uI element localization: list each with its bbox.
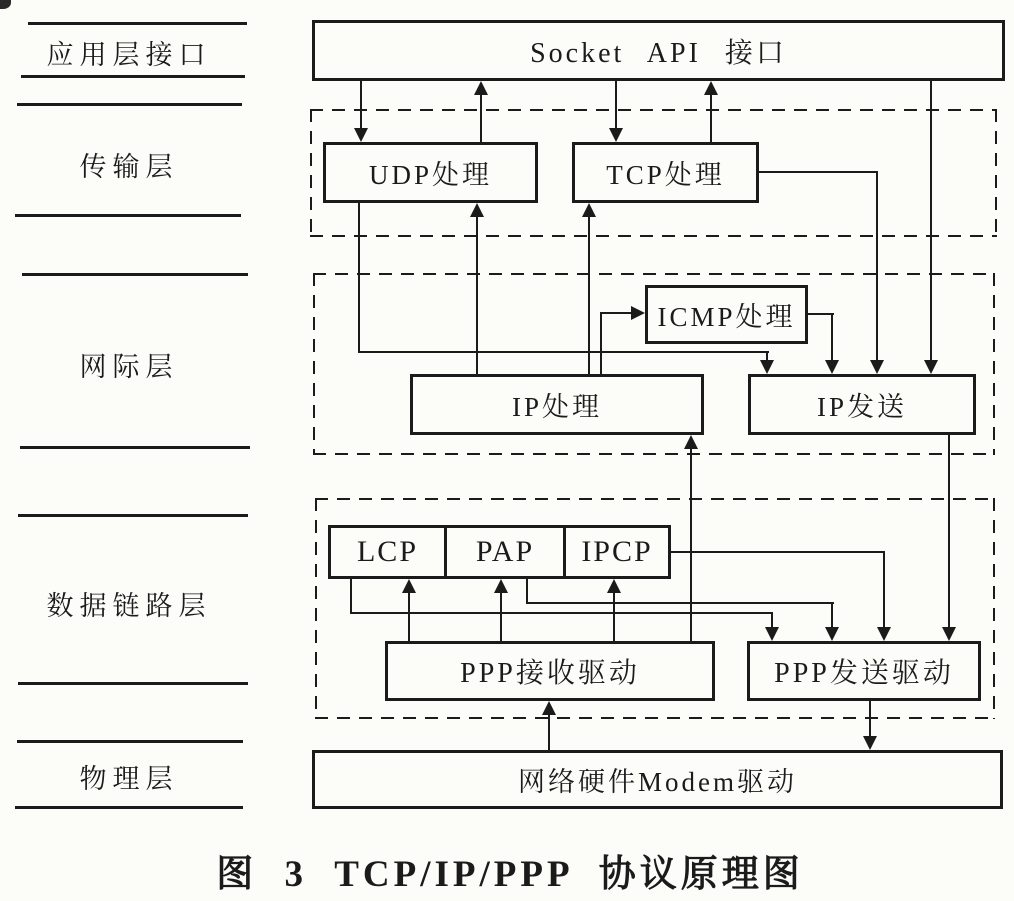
ppprecv-to-pap-arrowhead [494,579,508,593]
node-ppp-send-driver-label: PPP发送驱动 [774,658,954,689]
node-icmp-label: ICMP处理 [657,302,796,332]
node-ipcp-label: IPCP [581,535,653,568]
connector-tcp-to-ipsend [758,171,878,173]
connector-udp-to-ipsend [358,202,360,353]
layer-divider [18,682,248,685]
node-pap-label: PAP [475,535,535,568]
connector-ipcp-to-pppsend [883,551,885,629]
layer-divider [22,273,248,276]
connector-ppprecv-to-lcp [408,593,410,641]
node-icmp [645,285,808,344]
node-socket-api-label: Socket API 接口 [530,37,787,69]
connector-pap-to-pppsend [526,578,528,604]
connector-socket-to-tcp [615,81,617,131]
connector-ppprecv-to-ipcp [613,593,615,641]
layer-divider [21,75,245,78]
layer-divider [17,740,243,743]
udp-to-ipsend-arrowhead [760,360,774,374]
ppprecv-to-ipprocess-arrowhead [684,435,698,449]
node-lcp-label: LCP [356,535,419,568]
node-udp-label: UDP处理 [368,160,492,190]
pppsend-to-modem-arrowhead [863,736,877,750]
node-ipcp [563,528,668,576]
node-ip-send [748,374,976,435]
connector-pap-to-pppsend [526,602,834,604]
layer-divider [15,214,241,217]
connector-udp-to-socket [480,94,482,142]
node-ppp-control-row [328,525,671,579]
layer-divider [18,514,248,517]
layer-divider [20,446,250,449]
tcp-to-ipsend-arrowhead [870,360,884,374]
ipcp-to-pppsend-arrowhead [877,627,891,641]
node-socket-api [312,20,1005,81]
node-modem-driver [312,750,1003,809]
connector-lcp-to-pppsend [350,578,352,614]
ipprocess-to-icmp-arrowhead [631,306,645,320]
node-ip-process [410,374,704,435]
connector-ipsend-to-pppsend [948,435,950,628]
lcp-to-pppsend-arrowhead [765,627,779,641]
pap-to-pppsend-arrowhead [825,627,839,641]
socket-to-tcp-arrowhead [609,128,623,142]
connector-ipcp-to-pppsend [670,551,885,553]
node-ppp-send-driver [747,641,981,701]
node-ppp-receive-driver [385,641,715,701]
socket-to-ipsend-arrowhead [924,360,938,374]
layer-divider [28,22,247,25]
node-ip-send-label: IP发送 [816,392,907,422]
node-tcp [572,142,759,203]
tcp-to-socket-arrowhead [704,81,718,95]
layer-label-internet: 网际层 [79,352,179,382]
connector-pppsend-to-modem [869,701,871,737]
layer-label-application: 应用层接口 [46,40,212,70]
connector-ipprocess-to-icmp [600,312,602,374]
connector-udp-to-ipsend [358,351,769,353]
node-udp [323,142,538,203]
connector-socket-to-ipsend [930,81,932,362]
node-ppp-receive-driver-label: PPP接收驱动 [460,658,640,689]
node-pap [444,528,563,576]
modem-to-ppprecv-arrowhead [542,701,556,715]
connector-lcp-to-pppsend [350,612,773,614]
connector-socket-to-udp [360,81,362,131]
scan-artifact [0,0,11,9]
node-lcp [331,528,444,576]
connector-pap-to-pppsend [831,602,833,629]
connector-ipprocess-to-udp [476,216,478,374]
connector-tcp-to-ipsend [876,171,878,362]
socket-to-udp-arrowhead [354,128,368,142]
layer-divider [17,103,242,106]
connector-ppprecv-to-pap [500,593,502,641]
node-tcp-label: TCP处理 [606,160,725,190]
udp-to-socket-arrowhead [474,81,488,95]
connector-icmp-to-ipsend [807,313,834,315]
ppprecv-to-lcp-arrowhead [402,579,416,593]
node-ip-process-label: IP处理 [511,392,602,422]
ipsend-to-pppsend-arrowhead [942,627,956,641]
connector-ipprocess-to-icmp [600,312,632,314]
ipprocess-to-tcp-arrowhead [582,203,596,217]
connector-ipprocess-to-tcp [588,216,590,374]
ppprecv-to-ipcp-arrowhead [607,579,621,593]
icmp-to-ipsend-arrowhead [825,360,839,374]
ipprocess-to-udp-arrowhead [470,203,484,217]
connector-icmp-to-ipsend [831,313,833,362]
layer-divider [15,806,243,809]
layer-label-datalink: 数据链路层 [46,591,212,621]
layer-label-physical: 物理层 [79,764,179,794]
connector-modem-to-ppprecv [548,715,550,750]
connector-tcp-to-socket [710,94,712,142]
figure-caption: 图 3 TCP/IP/PPP 协议原理图 [216,854,804,895]
layer-label-transport: 传输层 [79,152,179,182]
node-modem-driver-label: 网络硬件Modem驱动 [518,767,797,797]
